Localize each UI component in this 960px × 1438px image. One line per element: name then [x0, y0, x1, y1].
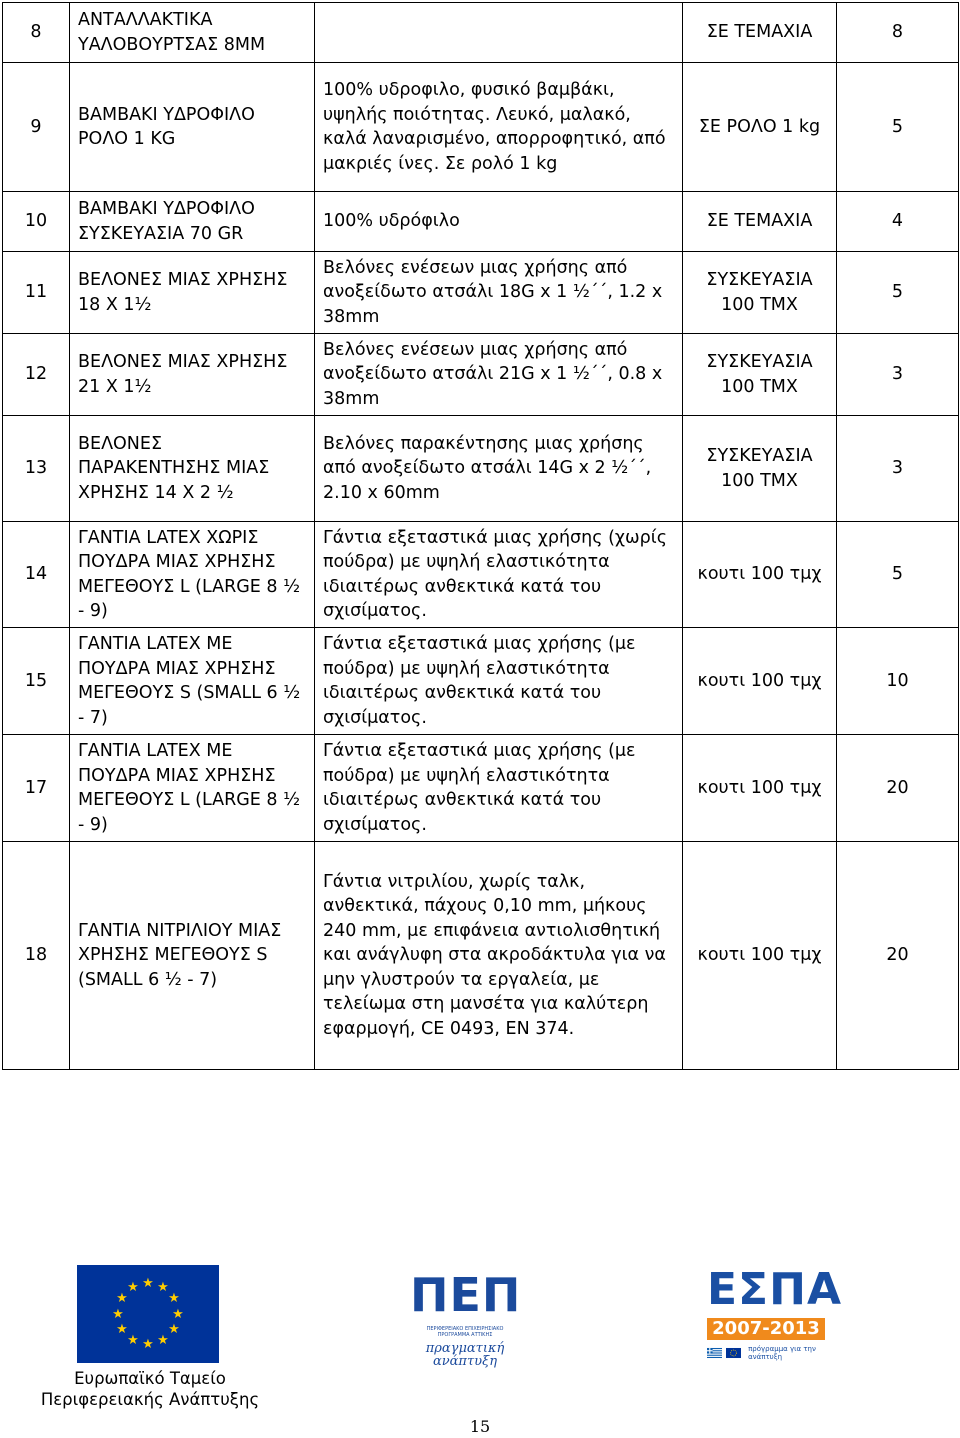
item-quantity: 20	[837, 842, 959, 1070]
item-description: Βελόνες ενέσεων μιας χρήσης από ανοξείδωτο ατσάλι 18G x 1 ½΄΄, 1.2 x 38mm	[315, 252, 683, 334]
item-number: 10	[3, 192, 70, 252]
item-description: Γάντια εξεταστικά μιας χρήσης (με πούδρα) με υψηλή ελαστικότητα ιδιαιτέρως ανθεκτικά κατά του σχισίματος.	[315, 735, 683, 842]
item-unit: ΣΥΣΚΕΥΑΣΙΑ 100 ΤΜΧ	[683, 334, 837, 416]
greek-flag-icon	[707, 1347, 722, 1359]
item-quantity: 10	[837, 628, 959, 735]
espa-tagline: πρόγραμμα για την ανάπτυξη	[748, 1345, 816, 1361]
item-number: 13	[3, 416, 70, 522]
item-description	[315, 3, 683, 63]
table-row	[3, 842, 959, 1070]
item-name: ΒΑΜΒΑΚΙ ΥΔΡΟΦΙΛΟ ΡΟΛΟ 1 KG	[70, 63, 315, 192]
item-name: ΒΕΛΟΝΕΣ ΜΙΑΣ ΧΡΗΣΗΣ 21 Χ 1½	[70, 334, 315, 416]
item-number: 18	[3, 842, 70, 1070]
item-quantity: 4	[837, 192, 959, 252]
eu-caption-line: Ευρωπαϊκό Ταμείο	[74, 1369, 226, 1388]
item-quantity: 20	[837, 735, 959, 842]
item-description: Βελόνες παρακέντησης μιας χρήσης από ανοξείδωτο ατσάλι 14G x 2 ½΄΄, 2.10 x 60mm	[315, 416, 683, 522]
item-name: ΓΑΝΤΙΑ ΝΙΤΡΙΛΙΟΥ ΜΙΑΣ ΧΡΗΣΗΣ ΜΕΓΕΘΟΥΣ S (SMALL 6 ½ - 7)	[70, 842, 315, 1070]
svg-text:★: ★	[112, 1307, 124, 1322]
svg-text:★: ★	[127, 1333, 139, 1348]
item-description: Βελόνες ενέσεων μιας χρήσης από ανοξείδωτο ατσάλι 21G x 1 ½΄΄, 0.8 x 38mm	[315, 334, 683, 416]
item-description: 100% υδρόφιλο	[315, 192, 683, 252]
item-number: 12	[3, 334, 70, 416]
item-unit: ΣΕ ΡΟΛΟ 1 kg	[683, 63, 837, 192]
item-name: ΒΑΜΒΑΚΙ ΥΔΡΟΦΙΛΟ ΣΥΣΚΕΥΑΣΙΑ 70 GR	[70, 192, 315, 252]
item-name: ΒΕΛΟΝΕΣ ΜΙΑΣ ΧΡΗΣΗΣ 18 Χ 1½	[70, 252, 315, 334]
item-quantity: 3	[837, 334, 959, 416]
pep-logo	[410, 1268, 520, 1368]
flags-row	[707, 1346, 835, 1360]
item-name: ΒΕΛΟΝΕΣ ΠΑΡΑΚΕΝΤΗΣΗΣ ΜΙΑΣ ΧΡΗΣΗΣ 14 Χ 2 ½	[70, 416, 315, 522]
svg-text:★: ★	[142, 1337, 154, 1352]
svg-text:★: ★	[157, 1333, 169, 1348]
svg-text:★: ★	[168, 1322, 180, 1337]
item-name: ΑΝΤΑΛΛΑΚΤΙΚΑ ΥΑΛΟΒΟΥΡΤΣΑΣ 8MM	[70, 3, 315, 63]
item-unit: κουτι 100 τμχ	[683, 628, 837, 735]
pep-logo-text: ΠΕΠ	[410, 1268, 522, 1322]
item-quantity: 8	[837, 3, 959, 63]
table-row	[3, 252, 959, 334]
item-name: ΓΑΝΤΙΑ LATEX ΧΩΡΙΣ ΠΟΥΔΡΑ ΜΙΑΣ ΧΡΗΣΗΣ ΜΕΓΕΘΟΥΣ L (LARGE 8 ½ - 9)	[70, 522, 315, 628]
svg-text:★: ★	[116, 1322, 128, 1337]
item-quantity: 5	[837, 252, 959, 334]
table-row	[3, 3, 959, 63]
table-row	[3, 522, 959, 628]
item-unit: κουτι 100 τμχ	[683, 735, 837, 842]
item-number: 15	[3, 628, 70, 735]
page-number: 15	[469, 1417, 491, 1436]
item-quantity: 3	[837, 416, 959, 522]
item-description: Γάντια εξεταστικά μιας χρήσης (με πούδρα) με υψηλή ελαστικότητα ιδιαιτέρως ανθεκτικά κατά του σχισίματος.	[315, 628, 683, 735]
svg-text:★: ★	[127, 1280, 139, 1295]
item-unit: ΣΥΣΚΕΥΑΣΙΑ 100 ΤΜΧ	[683, 252, 837, 334]
item-description: Γάντια νιτριλίου, χωρίς ταλκ, ανθεκτικά, πάχους 0,10 mm, μήκους 240 mm, με επιφάνεια αντιολισθητική και ανάγλυφη στα ακροδάκτυλα για να μην γλυστρούν τα εργαλεία, με τελείωμα στη μανσέτα για καλύτερη εφαρμογή, CE 0493, EN 374.	[315, 842, 683, 1070]
table-row	[3, 192, 959, 252]
item-number: 8	[3, 3, 70, 63]
table-row	[3, 63, 959, 192]
svg-text:★: ★	[157, 1280, 169, 1295]
svg-text:★: ★	[142, 1276, 154, 1291]
item-quantity: 5	[837, 522, 959, 628]
table-row	[3, 334, 959, 416]
item-unit: ΣΕ ΤΕΜΑΧΙΑ	[683, 3, 837, 63]
eu-caption-line: Περιφερειακής Ανάπτυξης	[40, 1390, 260, 1409]
svg-text:★: ★	[172, 1307, 184, 1322]
item-quantity: 5	[837, 63, 959, 192]
espa-years-band: 2007-2013	[707, 1318, 825, 1340]
table-row	[3, 628, 959, 735]
item-description: 100% υδροφιλο, φυσικό βαμβάκι, υψηλής ποιότητας. Λευκό, μαλακό, καλά λαναρισμένο, απορροφητικό, από μακριές ίνες. Σε ρολό 1 kg	[315, 63, 683, 192]
pep-logo-word: πραγματική ανάπτυξη	[425, 1341, 505, 1369]
item-name: ΓΑΝΤΙΑ LATEX ΜΕ ΠΟΥΔΡΑ ΜΙΑΣ ΧΡΗΣΗΣ ΜΕΓΕΘΟΥΣ L (LARGE 8 ½ - 9)	[70, 735, 315, 842]
espa-logo-text: ΕΣΠΑ	[707, 1264, 842, 1315]
products-table	[2, 2, 959, 1070]
table-row	[3, 416, 959, 522]
eu-flag-icon	[726, 1347, 741, 1359]
svg-text:★: ★	[168, 1291, 180, 1306]
item-number: 14	[3, 522, 70, 628]
table-row	[3, 735, 959, 842]
espa-logo	[705, 1264, 842, 1368]
pep-logo-subtext: ΠΕΡΙΦΕΡΕΙΑΚΟ ΕΠΙΧΕΙΡΗΣΙΑΚΟ ΠΡΟΓΡΑΜΜΑ ΑΤΤΙΚΗΣ	[426, 1326, 504, 1338]
item-unit: ΣΥΣΚΕΥΑΣΙΑ 100 ΤΜΧ	[683, 416, 837, 522]
eu-fund-caption	[40, 1368, 260, 1410]
item-name: ΓΑΝΤΙΑ LATEX ΜΕ ΠΟΥΔΡΑ ΜΙΑΣ ΧΡΗΣΗΣ ΜΕΓΕΘΟΥΣ S (SMALL 6 ½ - 7)	[70, 628, 315, 735]
item-description: Γάντια εξεταστικά μιας χρήσης (χωρίς πούδρα) με υψηλή ελαστικότητα ιδιαιτέρως ανθεκτικά κατά του σχισίματος.	[315, 522, 683, 628]
eu-flag-logo	[77, 1265, 219, 1363]
svg-text:★: ★	[116, 1291, 128, 1306]
item-number: 9	[3, 63, 70, 192]
item-unit: κουτι 100 τμχ	[683, 842, 837, 1070]
item-unit: ΣΕ ΤΕΜΑΧΙΑ	[683, 192, 837, 252]
item-number: 11	[3, 252, 70, 334]
item-number: 17	[3, 735, 70, 842]
item-unit: κουτι 100 τμχ	[683, 522, 837, 628]
